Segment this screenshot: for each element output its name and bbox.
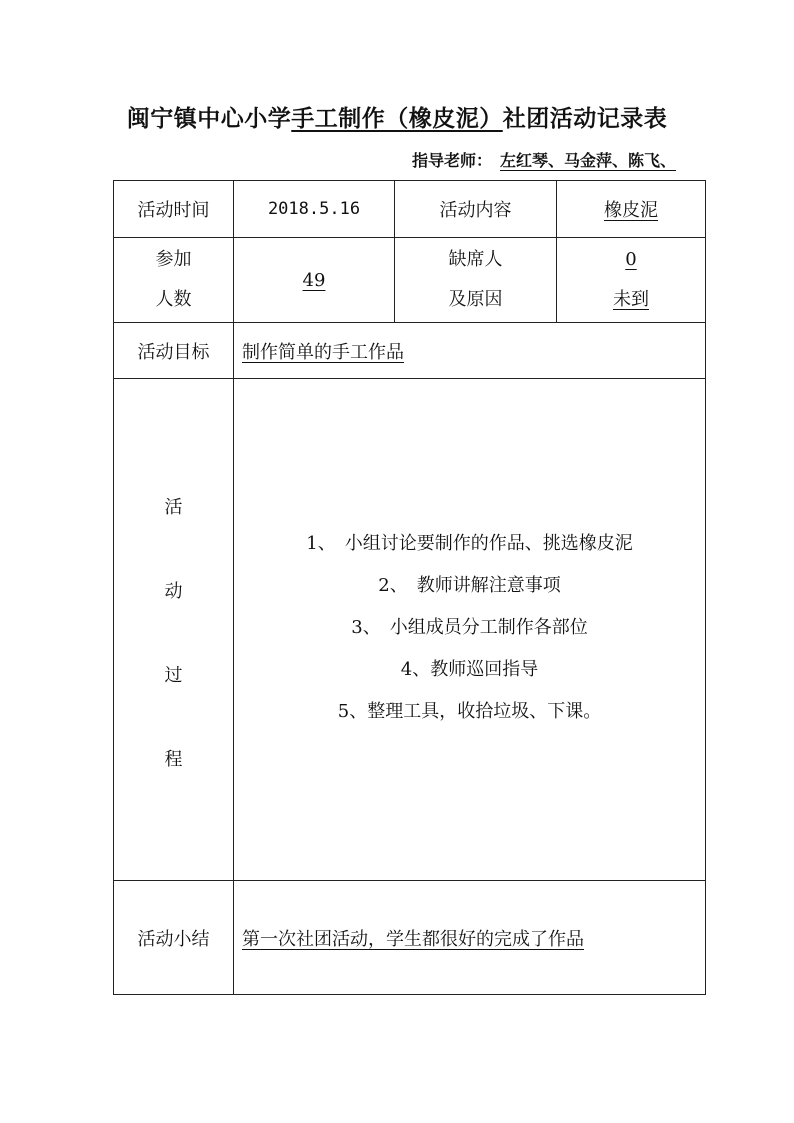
goal-value xyxy=(234,323,706,379)
process-step: 2、 教师讲解注意事项 xyxy=(378,574,561,596)
table-row-goal xyxy=(114,323,706,379)
absent-count-text: 0 xyxy=(625,249,637,270)
process-steps xyxy=(234,379,706,881)
absent-value xyxy=(557,238,706,323)
absent-label xyxy=(395,238,557,323)
time-label: 活动时间 xyxy=(114,181,234,238)
process-step: 1、 小组讨论要制作的作品、挑选橡皮泥 xyxy=(306,532,633,554)
goal-label: 活动目标 xyxy=(114,323,234,379)
summary-value xyxy=(234,881,706,995)
table-row-attendance xyxy=(114,238,706,323)
title-club: 手工制作（橡皮泥） xyxy=(291,105,503,132)
content-label: 活动内容 xyxy=(395,181,557,238)
record-table xyxy=(113,180,706,995)
absent-count xyxy=(557,240,705,280)
process-label xyxy=(114,379,234,881)
attend-label-line1: 参加 xyxy=(155,249,192,270)
absent-reason-text: 未到 xyxy=(613,289,649,310)
content-value xyxy=(557,181,706,238)
table-row-process xyxy=(114,379,706,881)
page-title xyxy=(0,100,794,133)
summary-value-text: 第一次社团活动，学生都很好的完成了作品 xyxy=(242,928,584,950)
teacher-label: 指导老师： xyxy=(411,151,492,170)
table-row-summary xyxy=(114,881,706,995)
title-record-form: 社团活动记录表 xyxy=(502,105,668,132)
process-label-4: 程 xyxy=(164,748,183,770)
attend-label xyxy=(114,238,234,323)
table-row-time xyxy=(114,181,706,238)
process-label-1: 活 xyxy=(164,496,183,518)
process-label-3: 过 xyxy=(164,664,183,686)
goal-value-text: 制作简单的手工作品 xyxy=(242,341,404,363)
title-school: 闽宁镇中心小学 xyxy=(126,105,292,132)
time-value: 2018.5.16 xyxy=(234,181,395,238)
attend-value-text: 49 xyxy=(302,269,326,291)
process-step: 4、教师巡回指导 xyxy=(400,658,539,680)
absent-label-line2: 及原因 xyxy=(448,289,503,310)
absent-reason xyxy=(557,280,705,320)
process-step: 3、 小组成员分工制作各部位 xyxy=(351,616,588,638)
attend-value xyxy=(234,238,395,323)
process-label-2: 动 xyxy=(164,580,183,602)
absent-label-line1: 缺席人 xyxy=(448,249,503,270)
teacher-names: 左红琴、马金萍、陈飞、 xyxy=(499,151,676,170)
teacher-line xyxy=(412,148,676,171)
attend-label-line2: 人数 xyxy=(155,289,192,310)
summary-label: 活动小结 xyxy=(114,881,234,995)
process-step: 5、整理工具，收拾垃圾、下课。 xyxy=(337,700,602,722)
content-value-text: 橡皮泥 xyxy=(604,200,658,221)
